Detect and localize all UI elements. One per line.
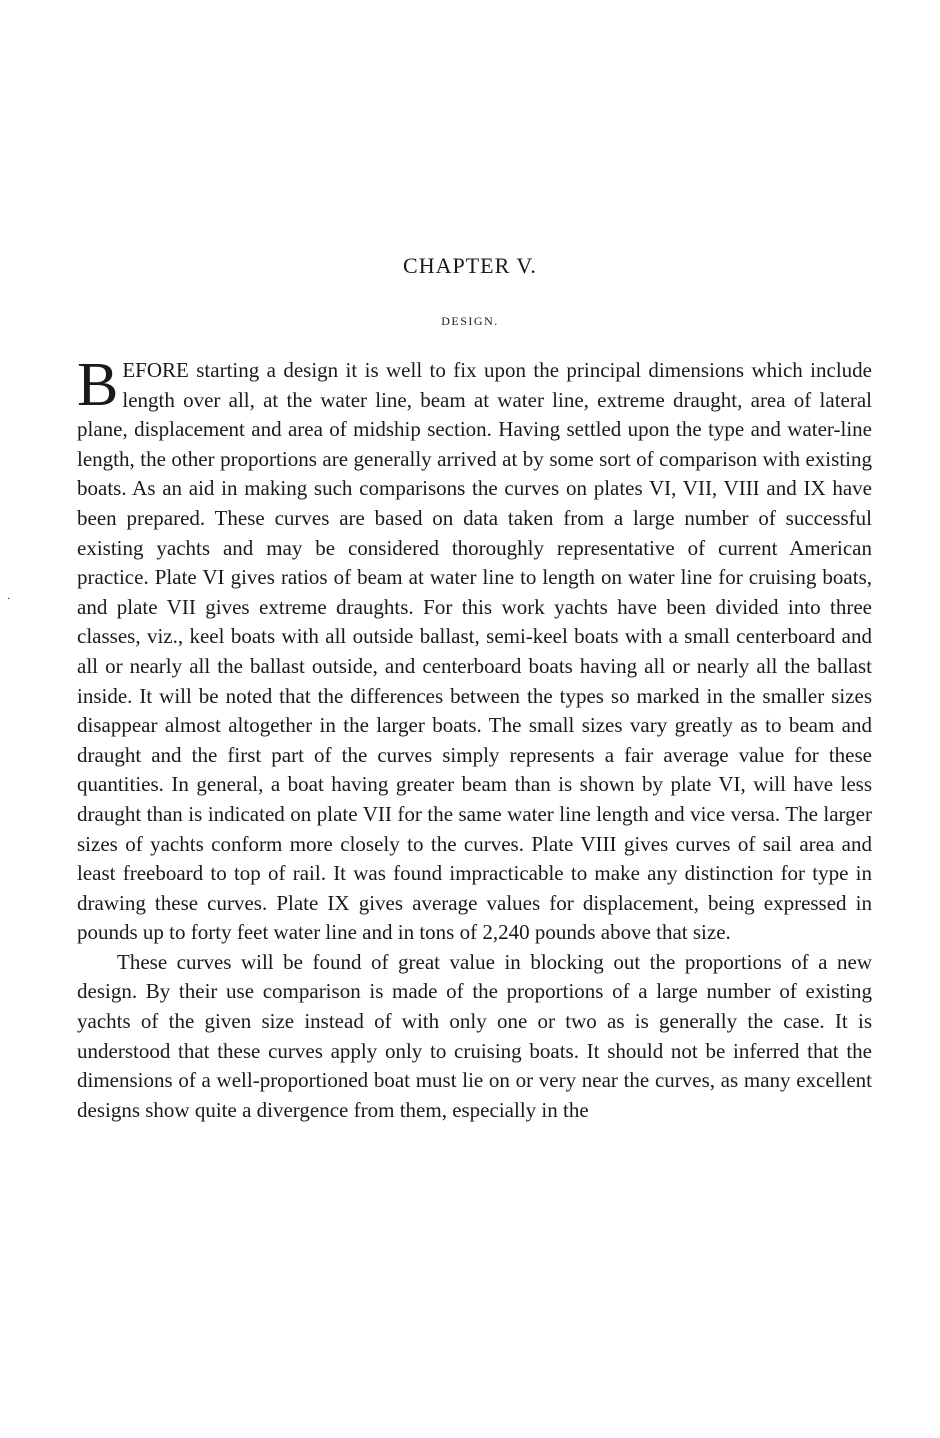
paragraph-1-text: EFORE starting a design it is well to fix upon the principal dimensions which include length over all, at the water line, beam at water line, extreme draught, area of lateral plane, displacement and area of midship section. Having settled upon the type and water-line length, the other proportions are generally arrived at by some sort of comparison with existing boats. As an aid in making such comparisons the curves on plates VI, VII, VIII and IX have been prepared. These curves are based on data taken from a large number of successful existing yachts and may be considered thoroughly representative of current American practice. Plate VI gives ratios of beam at water line to length on water line for cruising boats, and plate VII gives extreme draughts. For this work yachts have been divided into three classes, viz., keel boats with all outside ballast, semi-keel boats with a small centerboard and all or nearly all the ballast outside, and centerboard boats having all or nearly all the ballast inside. It will be noted that the differences between the types so marked in the smaller sizes disappear almost altogether in the larger boats. The small sizes vary greatly as to beam and draught and the first part of the curves simply represents a fair average value for these quantities. In general, a boat having greater beam than is shown by plate VI, will have less draught than is indicated on plate VII for the same water line length and vice versa. The larger sizes of yachts conform more closely to the curves. Plate VIII gives curves of sail area and least freeboard to top of rail. It was found impracticable to make any distinction for type in drawing these curves. Plate IX gives average values for displacement, being expressed in pounds up to forty feet water line and in tons of 2,240 pounds above that size.: [77, 358, 872, 945]
margin-dot: ·: [7, 594, 11, 605]
drop-cap: B: [77, 351, 119, 419]
paragraph-1: [77, 351, 872, 948]
body-text: [77, 351, 872, 1125]
paragraph-2: These curves will be found of great value in blocking out the proportions of a new design. By their use comparison is made of the proportions of a large number of existing yachts of the given size instead of with only one or two as is generally the case. It is understood that these curves apply only to cruising boats. It should not be inferred that the dimensions of a well-proportioned boat must lie on or very near the curves, as many excellent designs show quite a divergence from them, especially in the: [77, 949, 872, 1122]
section-title: DESIGN.: [441, 314, 499, 328]
chapter-title: CHAPTER V.: [403, 253, 537, 278]
